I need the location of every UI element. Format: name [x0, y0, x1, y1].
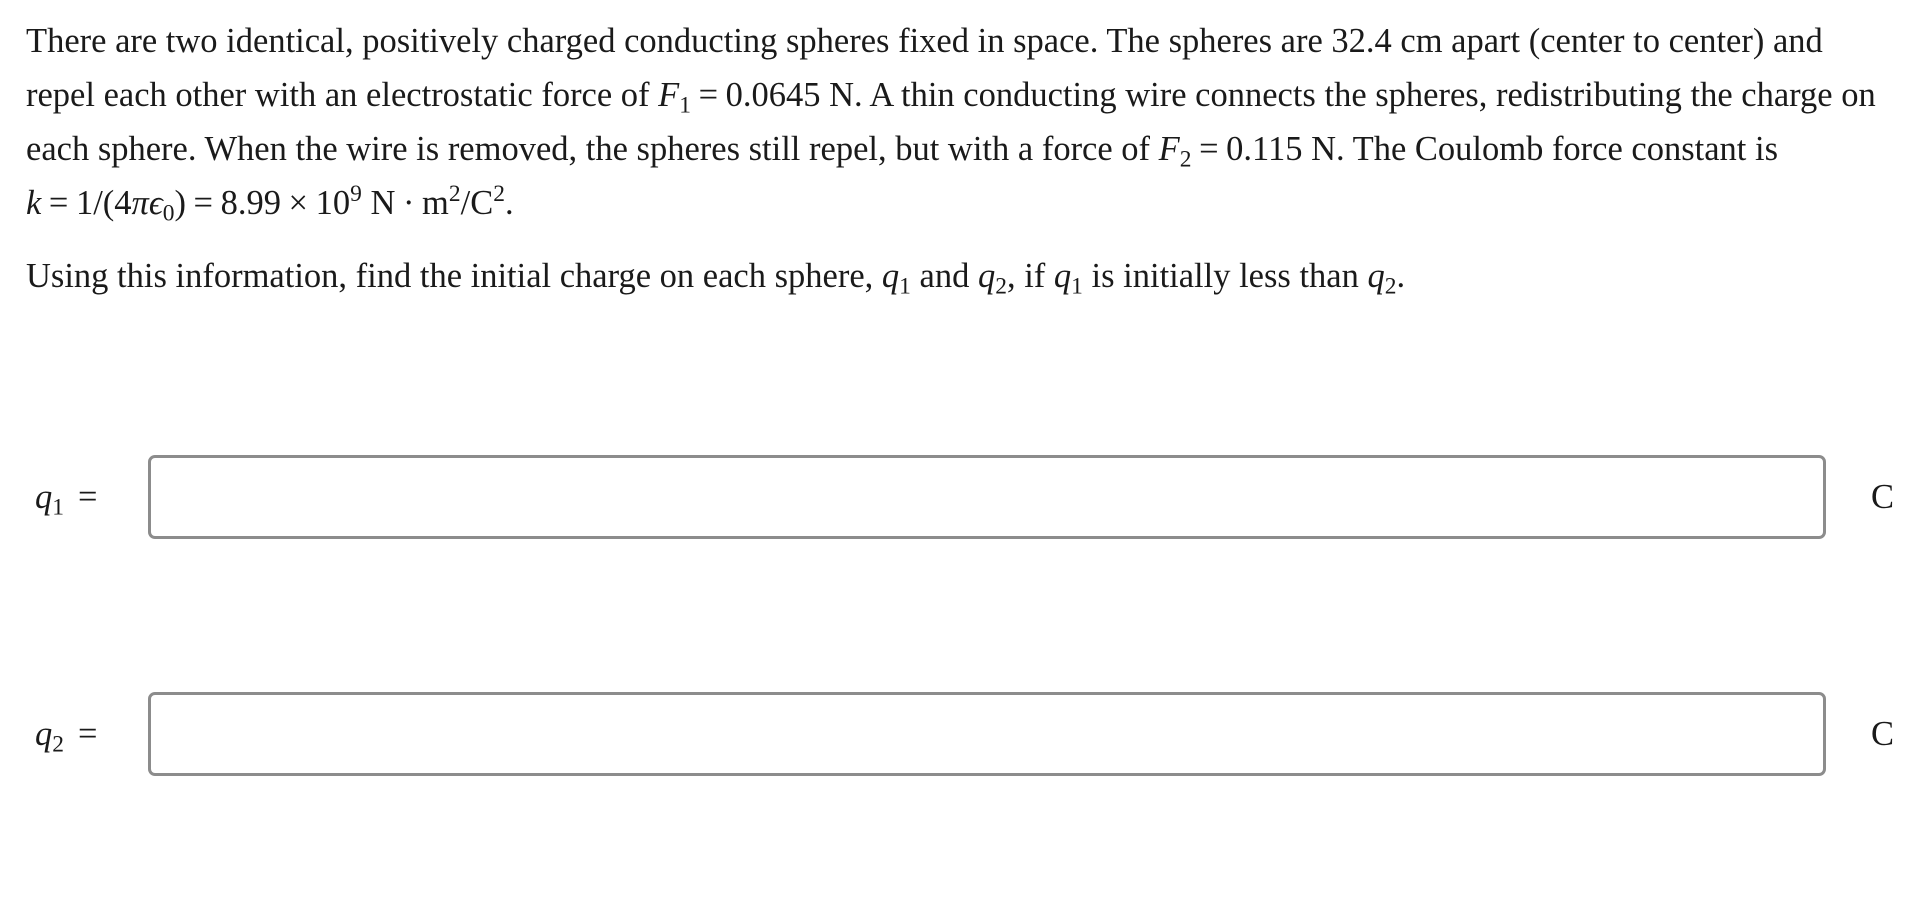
question-paragraph — [26, 249, 1886, 303]
answer-label-q1 — [35, 475, 97, 519]
coulomb-constant-units — [370, 181, 505, 222]
q1-answer-input[interactable] — [148, 455, 1826, 539]
pi-symbol: π — [131, 184, 149, 222]
unit-meter: m — [422, 184, 449, 222]
question-text: , if — [1006, 257, 1054, 295]
force-symbol-subscript: 1 — [679, 92, 691, 119]
charge-symbol — [1367, 257, 1397, 300]
problem-paragraph — [26, 14, 1886, 230]
answer-var-subscript: 1 — [52, 494, 64, 521]
answer-unit-q2: C — [1871, 715, 1895, 753]
expression-part: ) — [174, 184, 186, 222]
unit-newton: N — [370, 184, 396, 222]
unit-exponent: 2 — [448, 181, 461, 208]
charge-letter: q — [977, 257, 996, 295]
problem-text: . The Coulomb force constant is — [1336, 130, 1779, 168]
unit-coulomb: /C — [460, 184, 494, 222]
charge-subscript: 2 — [995, 273, 1007, 300]
epsilon-subscript: 0 — [162, 200, 175, 227]
expression-part: 1/(4 — [75, 184, 132, 222]
equals-sign: = — [48, 184, 69, 222]
answer-var: q — [35, 478, 53, 516]
charge-letter: q — [1367, 257, 1385, 295]
charge-subscript: 1 — [1071, 273, 1083, 300]
constant-mantissa: 8.99 — [220, 184, 281, 222]
equals-sign: = — [193, 184, 214, 222]
times-sign: × — [288, 184, 309, 222]
force-2-value: 0.115 N — [1226, 130, 1336, 168]
constant-exponent: 9 — [350, 181, 362, 208]
coulomb-expression — [75, 184, 186, 227]
problem-text: . A thin conducting wire connects the spheres, redistributing the charge on each sphere. When the wire is removed, the spheres still repel, but with a force of — [26, 76, 1876, 168]
epsilon-symbol: ϵ — [148, 184, 163, 222]
answer-var-subscript: 2 — [52, 731, 64, 758]
answer-var: q — [35, 715, 53, 753]
period: . — [1396, 257, 1406, 295]
charge-letter: q — [881, 257, 900, 295]
charge-symbol — [881, 257, 911, 300]
charge-symbol — [977, 257, 1007, 300]
constant-base: 10 — [315, 184, 351, 222]
answer-unit-q1: C — [1871, 478, 1895, 516]
force-symbol — [1158, 130, 1192, 173]
force-symbol — [658, 76, 691, 119]
period: . — [504, 184, 514, 222]
force-symbol-letter: F — [1158, 130, 1180, 168]
question-text: and — [910, 257, 978, 295]
charge-subscript: 1 — [899, 273, 911, 300]
equals-sign: = — [1199, 130, 1219, 168]
equals-sign: = — [698, 76, 719, 114]
dot-operator: · — [402, 184, 415, 222]
q2-answer-input[interactable] — [148, 692, 1826, 776]
problem-statement — [26, 14, 1886, 303]
coulomb-constant-symbol: k — [26, 184, 42, 222]
answer-label-q2 — [35, 712, 97, 756]
charge-subscript: 2 — [1384, 273, 1397, 300]
force-1-value: 0.0645 N — [725, 76, 855, 114]
question-text: is initially less than — [1082, 257, 1368, 295]
problem-text: There are two identical, positively charged conducting spheres fixed in space. The spheres are 32.4 cm apart (center to center) and repel each other with an electrostatic force of — [26, 22, 1823, 114]
answer-row-q2 — [0, 692, 1912, 776]
force-symbol-subscript: 2 — [1179, 146, 1192, 173]
coulomb-constant-value — [220, 181, 362, 222]
answer-equals: = — [77, 715, 98, 753]
unit-exponent: 2 — [493, 181, 505, 208]
question-text: Using this information, find the initial charge on each sphere, — [26, 257, 882, 295]
answer-row-q1 — [0, 455, 1912, 539]
charge-letter: q — [1053, 257, 1072, 295]
force-symbol-letter: F — [658, 76, 680, 114]
charge-symbol — [1053, 257, 1083, 300]
answer-equals: = — [77, 478, 98, 516]
